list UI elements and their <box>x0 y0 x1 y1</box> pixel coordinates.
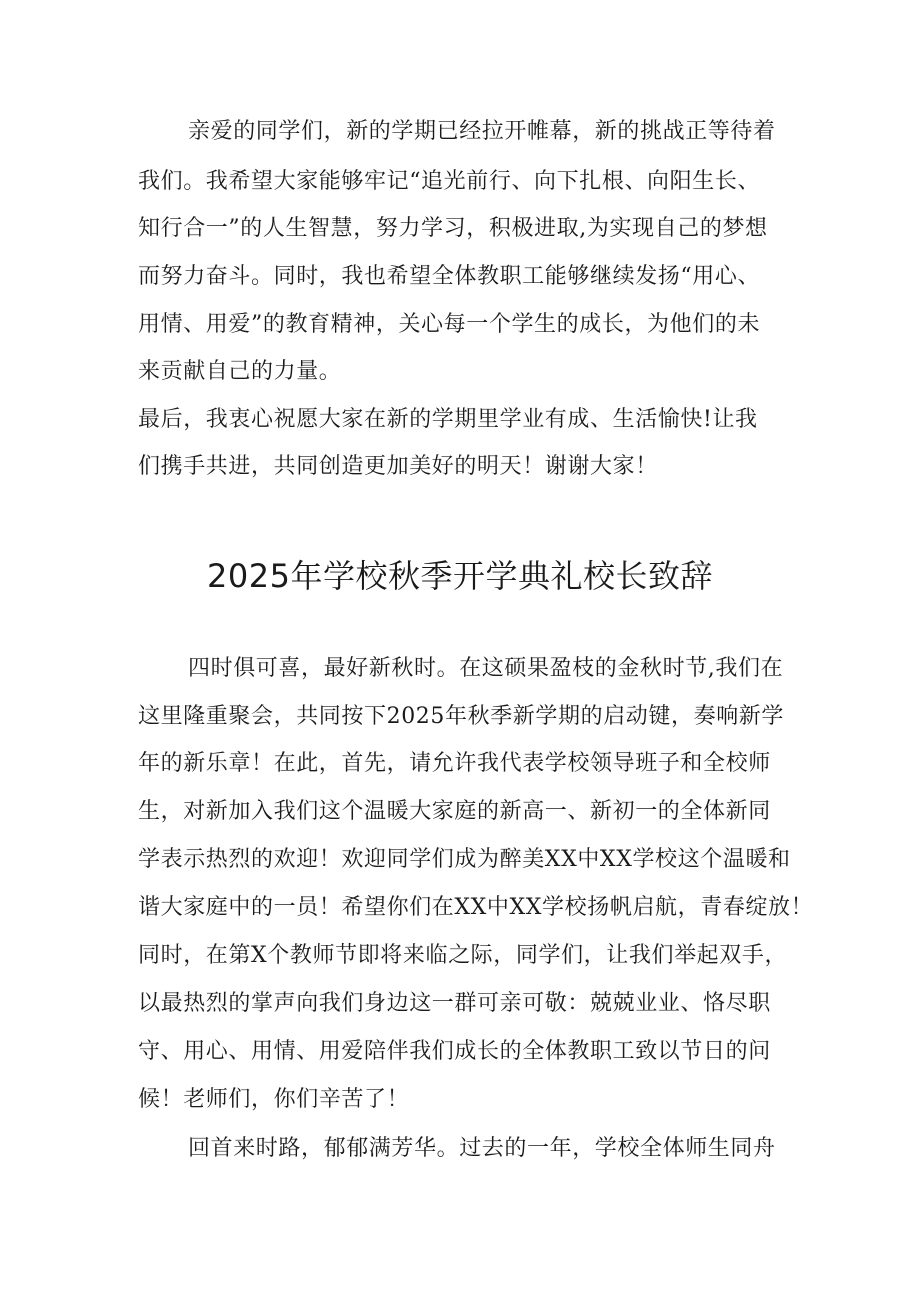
text-line: 生，对新加入我们这个温暖大家庭的新高一、新初一的全体新同 <box>138 799 771 824</box>
text-line: 这里隆重聚会，共同按下2025年秋季新学期的启动键，奏响新学 <box>138 704 784 729</box>
text-line: 最后，我衷心祝愿大家在新的学期里学业有成、生活愉快!让我 <box>138 407 758 432</box>
text-line: 守、用心、用情、用爱陪伴我们成长的全体教职工致以节日的问 <box>138 1039 771 1064</box>
text-line: 同时，在第X个教师节即将来临之际，同学们，让我们举起双手， <box>138 943 788 968</box>
text-line: 以最热烈的掌声向我们身边这一群可亲可敬：兢兢业业、恪尽职 <box>138 991 771 1016</box>
text-line: 亲爱的同学们，新的学期已经拉开帷幕，新的挑战正等待着 <box>188 119 776 144</box>
text-line: 知行合一”的人生智慧，努力学习，积极进取,为实现自己的梦想 <box>138 216 768 241</box>
text-line: 而努力奋斗。同时，我也希望全体教职工能够继续发扬“用心、 <box>138 264 761 289</box>
text-line: 用情、用爱”的教育精神，关心每一个学生的成长，为他们的未 <box>138 312 761 337</box>
text-line: 年的新乐章！在此，首先，请允许我代表学校领导班子和全校师 <box>138 751 771 776</box>
text-line: 候！老师们，你们辛苦了！ <box>138 1087 410 1112</box>
speech-title: 2025年学校秋季开学典礼校长致辞 <box>207 557 713 595</box>
text-line: 我们。我希望大家能够牢记“追光前行、向下扎根、向阳生长、 <box>138 169 761 194</box>
text-line: 们携手共进，共同创造更加美好的明天！谢谢大家！ <box>138 454 658 479</box>
text-line: 回首来时路，郁郁满芳华。过去的一年，学校全体师生同舟 <box>188 1136 776 1161</box>
text-line: 谐大家庭中的一员！希望你们在XX中XX学校扬帆启航，青春绽放！ <box>138 895 814 920</box>
text-line: 四时俱可喜，最好新秋时。在这硕果盈枝的金秋时节,我们在 <box>188 656 784 681</box>
text-line: 学表示热烈的欢迎！欢迎同学们成为醉美XX中XX学校这个温暖和 <box>138 847 791 872</box>
text-line: 来贡献自己的力量。 <box>138 359 342 384</box>
